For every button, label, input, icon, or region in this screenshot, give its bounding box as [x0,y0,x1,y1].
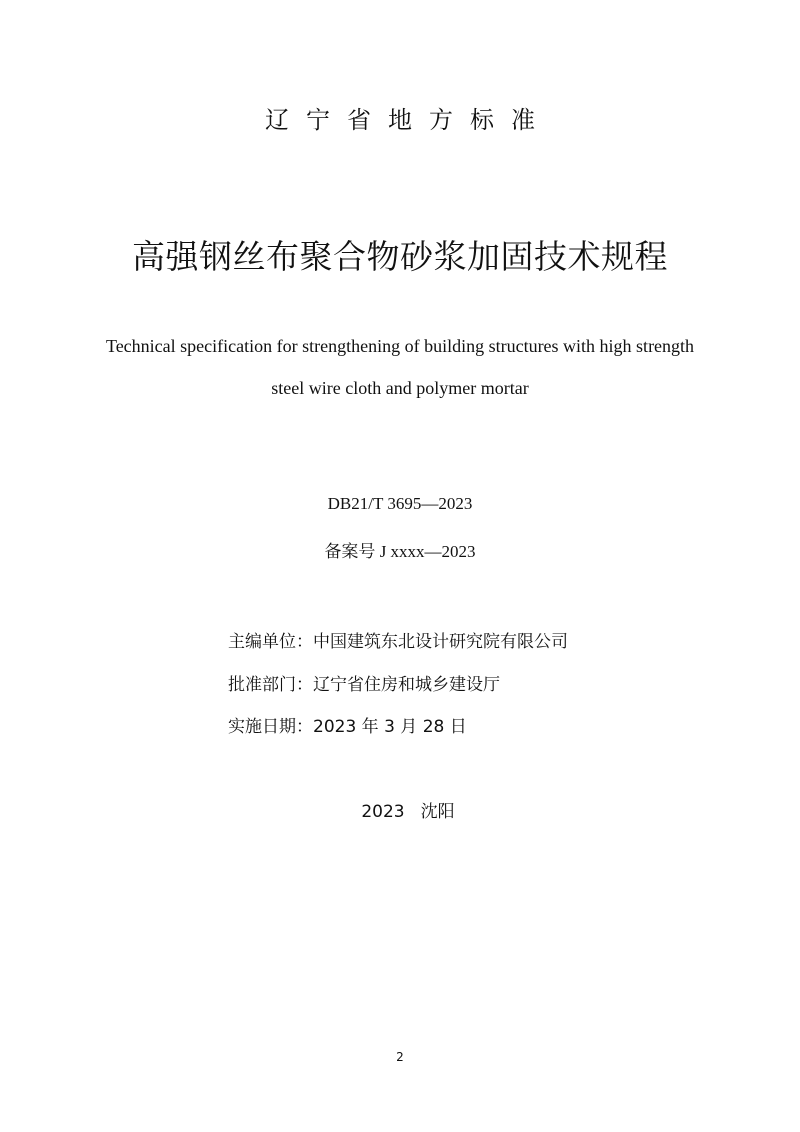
publication-year: 2023 [361,802,405,822]
approval-department: 批准部门：辽宁省住房和城乡建设厅 [228,675,500,695]
record-number-line [0,537,800,562]
document-title-cn: 高强钢丝布聚合物砂浆加固技术规程 [132,237,668,276]
record-number: J xxxx—2023 [379,542,476,561]
document-title-en-line-1: Technical specification for strengthening of building structures with high strength [105,336,695,356]
editor-unit: 主编单位：中国建筑东北设计研究院有限公司 [228,632,568,652]
document-title-en-line-2: steel wire cloth and polymer mortar [271,378,529,398]
publication-city: 沈阳 [420,802,455,822]
page-number: 2 [396,1050,404,1064]
publication-place-year [0,797,800,822]
standard-code: DB21/T 3695—2023 [327,494,473,513]
implementation-date: 实施日期：2023 年 3 月 28 日 [228,717,467,737]
record-number-label: 备案号 [324,542,376,562]
standard-category: 辽宁省地方标准 [265,106,552,134]
